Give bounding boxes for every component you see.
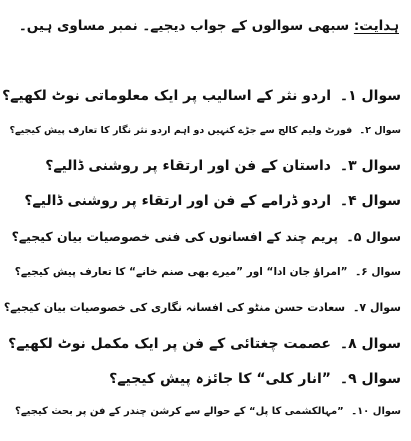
question-text: ”مہالکشمی کا پل“ کے حوالے سے کرشن چندر کے فن پر بحث کیجیے؟ [15, 406, 344, 417]
question-number: سوال ۱۔ [339, 88, 401, 104]
question-number: سوال ۲۔ [359, 125, 401, 136]
question-text: اردو ڈرامے کے فن اور ارتقاء پر روشنی ڈالیے؟ [24, 193, 331, 209]
question-number: سوال ۸۔ [339, 336, 401, 352]
question-text: فورٹ ولیم کالج سے جڑے کنہیں دو اہم اردو نثر نگار کا تعارف پیش کیجیے؟ [9, 125, 353, 136]
question-text: پریم چند کے افسانوں کی فنی خصوصیات بیان کیجیے؟ [11, 229, 339, 244]
question-7 [3, 294, 401, 322]
instruction-line [9, 14, 399, 38]
question-text: اردو نثر کے اسالیب پر ایک معلوماتی نوٹ لکھیے؟ [2, 88, 331, 104]
question-number: سوال ۵۔ [346, 229, 401, 244]
question-text: سعادت حسن منٹو کی افسانہ نگاری کی خصوصیات بیان کیجیے؟ [3, 301, 346, 314]
question-2 [3, 117, 401, 145]
question-number: سوال ۹۔ [339, 371, 401, 387]
question-number: سوال ۱۰۔ [351, 406, 401, 417]
question-number: سوال ۳۔ [339, 158, 401, 174]
question-text: داستان کے فن اور ارتقاء پر روشنی ڈالیے؟ [45, 158, 331, 174]
question-4 [3, 187, 401, 215]
question-text: عصمت چغتائی کے فن پر ایک مکمل نوٹ لکھیے؟ [8, 336, 331, 352]
question-text: ”امراؤ جان ادا“ اور ”میرے بھی صنم خانے“ کا تعارف پیش کیجیے؟ [14, 266, 348, 278]
question-3 [3, 152, 401, 180]
question-number: سوال ۶۔ [355, 266, 401, 278]
question-6 [3, 258, 401, 286]
question-10 [3, 398, 401, 426]
question-8 [3, 330, 401, 358]
instruction-text: سبھی سوالوں کے جواب دیجیے۔ نمبر مساوی ہیں۔ [18, 18, 350, 34]
question-1 [3, 82, 401, 110]
question-number: سوال ۴۔ [339, 193, 401, 209]
question-number: سوال ۷۔ [352, 301, 401, 314]
question-9 [3, 365, 401, 393]
question-text: ”انار کلی“ کا جائزہ پیش کیجیے؟ [109, 371, 331, 387]
question-5 [3, 223, 401, 251]
instruction-heading: ہدایت: [353, 18, 399, 34]
